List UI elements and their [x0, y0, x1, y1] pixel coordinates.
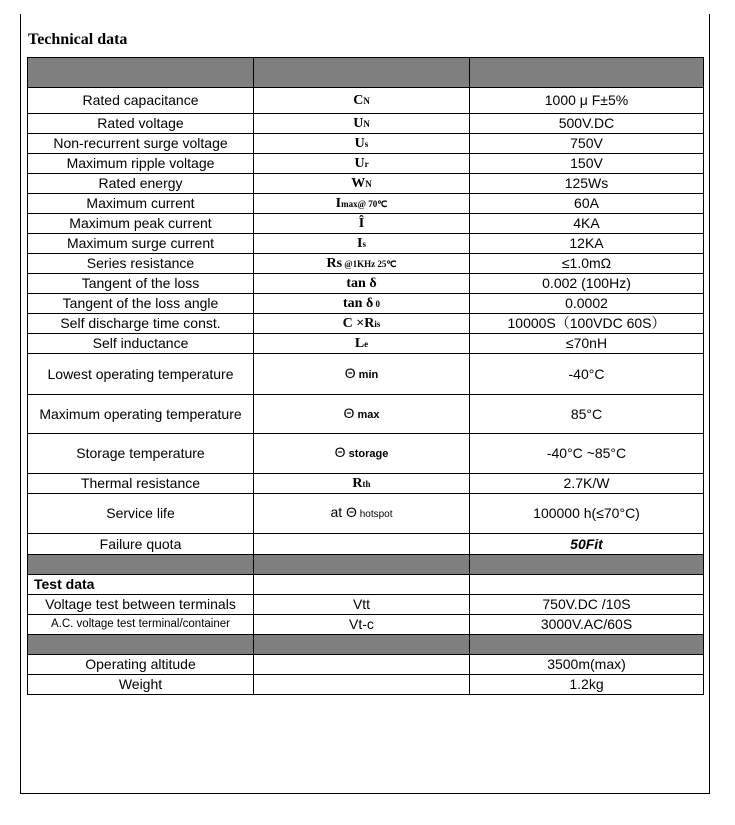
- value-cell: 100000 h(≤70°C): [470, 494, 704, 534]
- value-cell: 750V: [470, 134, 704, 154]
- table-row: [28, 595, 704, 615]
- table-row: [28, 214, 704, 234]
- param-cell: Tangent of the loss angle: [28, 294, 254, 314]
- value-cell: 10000S（100VDC 60S）: [470, 314, 704, 334]
- param-cell: Maximum surge current: [28, 234, 254, 254]
- symbol-subscript: max@ 70℃: [341, 198, 388, 209]
- symbol-cell: [254, 114, 470, 134]
- param-cell: Weight: [28, 675, 254, 695]
- param-cell: Self discharge time const.: [28, 314, 254, 334]
- table-row: [28, 615, 704, 635]
- symbol-text: C ×R: [342, 315, 375, 331]
- symbol-cell: [254, 174, 470, 194]
- param-cell: Maximum ripple voltage: [28, 154, 254, 174]
- symbol-subscript: s: [362, 238, 366, 249]
- symbol-text: Î: [358, 215, 365, 231]
- symbol-subscript: N: [365, 178, 372, 189]
- table-row: [28, 334, 704, 354]
- separator-row: [28, 635, 704, 655]
- symbol-text: I: [335, 195, 342, 211]
- param-cell: Rated capacitance: [28, 88, 254, 114]
- param-cell: Lowest operating temperature: [28, 354, 254, 395]
- value-cell: 125Ws: [470, 174, 704, 194]
- param-cell: Failure quota: [28, 534, 254, 555]
- value-cell: 3500m(max): [470, 655, 704, 675]
- symbol-text: Rs: [326, 255, 343, 271]
- symbol-subscript: @1KHz 25℃: [342, 258, 397, 269]
- symbol-text: U: [354, 135, 365, 151]
- symbol-cell: [254, 274, 470, 294]
- table-row: [28, 434, 704, 474]
- param-cell: Storage temperature: [28, 434, 254, 474]
- symbol-subscript: min: [355, 368, 379, 381]
- param-cell: Maximum operating temperature: [28, 395, 254, 434]
- table-header-row: [28, 58, 704, 88]
- value-cell: 150V: [470, 154, 704, 174]
- symbol-cell: [254, 234, 470, 254]
- param-cell: Series resistance: [28, 254, 254, 274]
- symbol-cell: [254, 254, 470, 274]
- symbol-subscript: e: [364, 338, 369, 349]
- symbol-text: W: [351, 175, 366, 191]
- table-row: [28, 274, 704, 294]
- value-cell: 750V.DC /10S: [470, 595, 704, 615]
- table-row: [28, 675, 704, 695]
- value-cell: 3000V.AC/60S: [470, 615, 704, 635]
- symbol-subscript: hotspot: [356, 509, 393, 520]
- symbol-cell: [254, 88, 470, 114]
- table-row: [28, 234, 704, 254]
- value-cell: 0.0002: [470, 294, 704, 314]
- symbol-cell: [254, 134, 470, 154]
- table-row: [28, 114, 704, 134]
- symbol-cell: [254, 194, 470, 214]
- table-row: [28, 194, 704, 214]
- value-cell: 0.002 (100Hz): [470, 274, 704, 294]
- table-row: [28, 494, 704, 534]
- symbol-text: Θ: [334, 444, 346, 460]
- value-cell: 12KA: [470, 234, 704, 254]
- symbol-cell: [254, 334, 470, 354]
- symbol-cell: [254, 154, 470, 174]
- table-row: [28, 254, 704, 274]
- symbol-cell: [254, 474, 470, 494]
- technical-data-table: [27, 57, 704, 695]
- table-row: [28, 395, 704, 434]
- symbol-text: tan δ: [343, 295, 374, 311]
- value-cell: 4KA: [470, 214, 704, 234]
- symbol-cell: [254, 294, 470, 314]
- value-cell: -40°C: [470, 354, 704, 395]
- symbol-subscript: 0: [373, 298, 380, 309]
- table-row: [28, 534, 704, 555]
- symbol-text: R: [352, 475, 363, 491]
- value-cell: 500V.DC: [470, 114, 704, 134]
- value-cell: -40°C ~85°C: [470, 434, 704, 474]
- section-title: Technical data: [28, 31, 128, 48]
- param-cell: Thermal resistance: [28, 474, 254, 494]
- symbol-subscript: max: [354, 408, 380, 421]
- symbol-subscript: N: [363, 95, 370, 106]
- param-cell: Self inductance: [28, 334, 254, 354]
- symbol-cell: [254, 655, 470, 675]
- symbol-text: I: [357, 235, 363, 251]
- table-row: [28, 154, 704, 174]
- table-row: [28, 88, 704, 114]
- symbol-cell: [254, 214, 470, 234]
- table-row: [28, 474, 704, 494]
- separator-row: [28, 555, 704, 575]
- symbol-text: Θ: [343, 404, 355, 421]
- param-cell: Voltage test between terminals: [28, 595, 254, 615]
- table-row: [28, 294, 704, 314]
- table-row: [28, 174, 704, 194]
- param-cell: Operating altitude: [28, 655, 254, 675]
- value-cell: 1.2kg: [470, 675, 704, 695]
- symbol-text: Θ: [344, 364, 356, 381]
- param-cell: Service life: [28, 494, 254, 534]
- param-cell: Rated voltage: [28, 114, 254, 134]
- param-cell: Maximum current: [28, 194, 254, 214]
- value-cell: ≤1.0mΩ: [470, 254, 704, 274]
- param-cell: Maximum peak current: [28, 214, 254, 234]
- symbol-subscript: storage: [345, 448, 389, 460]
- symbol-text: C: [353, 92, 364, 108]
- param-cell: Rated energy: [28, 174, 254, 194]
- param-cell: Tangent of the loss: [28, 274, 254, 294]
- table-row: [28, 354, 704, 395]
- symbol-subscript: s: [364, 138, 369, 149]
- test-data-heading: Test data: [28, 575, 254, 595]
- value-cell: 50Fit: [470, 534, 704, 555]
- symbol-text: U: [354, 155, 365, 171]
- symbol-cell: Vtt: [254, 595, 470, 615]
- symbol-text: at Θ: [330, 504, 357, 520]
- table-row: [28, 134, 704, 154]
- symbol-cell: [254, 675, 470, 695]
- symbol-cell: [254, 395, 470, 434]
- symbol-text: U: [353, 115, 364, 131]
- param-cell: A.C. voltage test terminal/container: [28, 615, 254, 635]
- symbol-cell: Vt-c: [254, 615, 470, 635]
- table-row: [28, 655, 704, 675]
- symbol-text: tan δ: [346, 275, 377, 291]
- symbol-cell: [254, 434, 470, 474]
- symbol-subscript: th: [362, 478, 371, 489]
- table-row: [28, 314, 704, 334]
- symbol-text: L: [354, 335, 365, 351]
- value-cell: 60A: [470, 194, 704, 214]
- symbol-subscript: N: [363, 118, 370, 129]
- symbol-cell: [254, 494, 470, 534]
- symbol-cell: [254, 314, 470, 334]
- symbol-cell: [254, 354, 470, 395]
- param-cell: Non-recurrent surge voltage: [28, 134, 254, 154]
- value-cell: 85°C: [470, 395, 704, 434]
- test-data-heading-row: [28, 575, 704, 595]
- symbol-cell: [254, 534, 470, 555]
- value-cell: 2.7K/W: [470, 474, 704, 494]
- symbol-subscript: is: [374, 318, 381, 329]
- value-cell: 1000 μ F±5%: [470, 88, 704, 114]
- symbol-subscript: r: [364, 158, 369, 169]
- value-cell: ≤70nH: [470, 334, 704, 354]
